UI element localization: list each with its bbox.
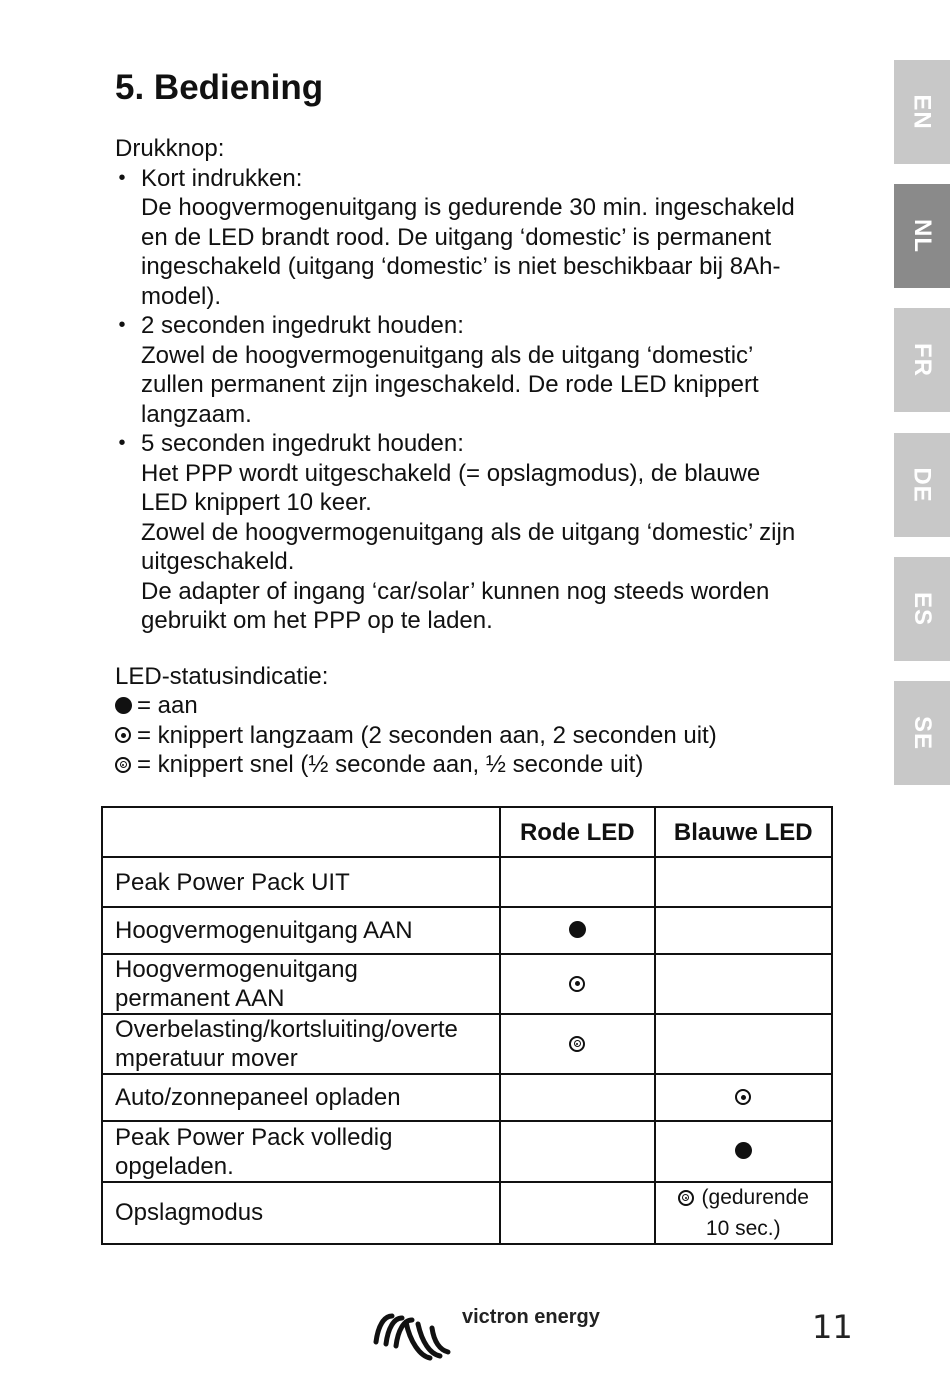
bullet-icon: • [118, 314, 126, 336]
table-row [102, 857, 832, 907]
page-title: 5. Bediening [115, 68, 324, 107]
led-on-icon [115, 697, 132, 714]
legend-text: = knippert langzaam (2 seconden aan, 2 seconden uit) [137, 721, 717, 749]
red-led-cell [500, 1121, 654, 1182]
row-label: Auto/zonnepaneel opladen [102, 1074, 500, 1121]
table-row [102, 1014, 832, 1074]
list-item [115, 311, 855, 429]
tab-language-en[interactable]: EN [894, 60, 950, 164]
led-on-icon [569, 921, 586, 938]
row-label: Opslagmodus [102, 1182, 500, 1244]
tab-language-se[interactable]: SE [894, 681, 950, 785]
list-item-title: 2 seconden ingedrukt houden: [141, 312, 464, 339]
row-label: Hoogvermogenuitgang permanent AAN [102, 954, 500, 1014]
list-item-line: Zowel de hoogvermogenuitgang als de uitgang ‘domestic’ zijn [141, 518, 796, 546]
red-led-cell [500, 1182, 654, 1244]
blue-led-cell: (gedurende 10 sec.) [655, 1182, 833, 1244]
tab-language-nl[interactable]: NL [894, 184, 950, 288]
list-item-line: LED knippert 10 keer. [141, 489, 372, 516]
legend-row [115, 750, 855, 780]
list-item-line: gebruikt om het PPP op te laden. [141, 607, 493, 634]
led-fast-blink-icon [115, 757, 131, 773]
legend-text: = knippert snel (½ seconde aan, ½ seconde uit) [137, 751, 644, 778]
list-item-line: langzaam. [141, 400, 252, 428]
red-led-cell [500, 857, 654, 907]
legend-row [115, 721, 855, 751]
list-item-line: ingeschakeld (uitgang ‘domestic’ is niet beschikbaar bij 8Ah- [141, 253, 781, 280]
page-number: 11 [812, 1308, 853, 1346]
bullet-icon: • [118, 432, 126, 454]
list-item-line: De adapter of ingang ‘car/solar’ kunnen nog steeds worden [141, 577, 770, 605]
tab-language-de[interactable]: DE [894, 433, 950, 537]
led-fast-blink-icon [678, 1190, 694, 1206]
body-text [115, 134, 855, 780]
led-fast-blink-icon [569, 1036, 585, 1052]
row-label: Hoogvermogenuitgang AAN [102, 907, 500, 954]
table-row [102, 1074, 832, 1121]
table-row [102, 1121, 832, 1182]
list-item-line: zullen permanent zijn ingeschakeld. De rode LED knippert [141, 371, 759, 398]
list-item-title: Kort indrukken: [141, 164, 303, 192]
led-slow-blink-icon [115, 727, 131, 743]
legend-row [115, 691, 855, 721]
blue-led-cell [655, 907, 833, 954]
list-item-line: Het PPP wordt uitgeschakeld (= opslagmodus), de blauwe [141, 459, 761, 487]
blue-led-cell [655, 1121, 833, 1182]
table-header-blue-led: Blauwe LED [655, 807, 833, 857]
list-item [115, 164, 855, 312]
table-row [102, 954, 832, 1014]
table-header-red-led: Rode LED [500, 807, 654, 857]
row-label: Peak Power Pack UIT [102, 857, 500, 907]
red-led-cell [500, 1074, 654, 1121]
tab-language-es[interactable]: ES [894, 557, 950, 661]
table-header-empty [102, 807, 500, 857]
bullet-icon: • [118, 166, 126, 189]
led-slow-blink-icon [569, 976, 585, 992]
legend-text: = aan [137, 692, 198, 719]
list-item-line: Zowel de hoogvermogenuitgang als de uitgang ‘domestic’ [141, 341, 754, 369]
led-status-table [101, 806, 833, 1245]
legend-title: LED-statusindicatie: [115, 662, 329, 690]
red-led-cell [500, 1014, 654, 1074]
list-item-line: model). [141, 282, 222, 310]
red-led-cell [500, 954, 654, 1014]
tab-language-fr[interactable]: FR [894, 308, 950, 412]
brand-name: victron energy [462, 1306, 600, 1328]
led-slow-blink-icon [735, 1089, 751, 1105]
row-label: Peak Power Pack volledig opgeladen. [102, 1121, 500, 1182]
red-led-cell [500, 907, 654, 954]
table-row [102, 907, 832, 954]
list-item-line: De hoogvermogenuitgang is gedurende 30 min. ingeschakeld [141, 194, 795, 221]
table-row [102, 1182, 832, 1244]
pushbutton-list [115, 164, 855, 636]
list-item-line: en de LED brandt rood. De uitgang ‘domestic’ is permanent [141, 223, 772, 251]
list-item [115, 429, 855, 636]
blue-led-cell [655, 1014, 833, 1074]
list-item-line: uitgeschakeld. [141, 548, 295, 575]
blue-led-cell [655, 857, 833, 907]
row-label: Overbelasting/kortsluiting/overte mperatuur mover [102, 1014, 500, 1074]
table-header-row [102, 807, 832, 857]
list-item-title: 5 seconden ingedrukt houden: [141, 430, 464, 457]
pushbutton-heading: Drukknop: [115, 135, 225, 162]
blue-led-cell [655, 954, 833, 1014]
blue-led-cell [655, 1074, 833, 1121]
led-on-icon [735, 1142, 752, 1159]
